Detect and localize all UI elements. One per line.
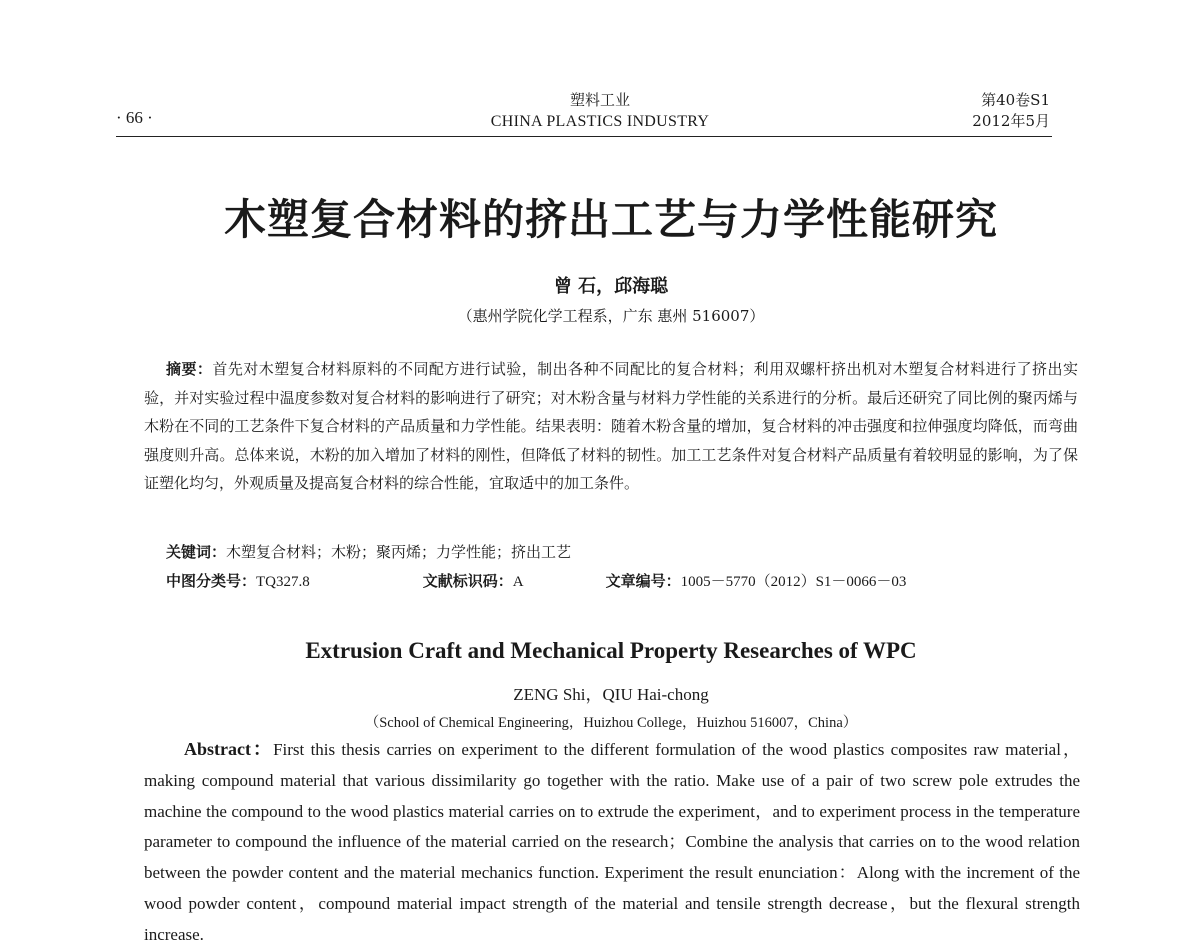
keywords-cn <box>166 541 1066 562</box>
affiliation-en: （School of Chemical Engineering，Huizhou College，Huizhou 516007，China） <box>364 715 858 731</box>
abstract-text-cn: 首先对木塑复合材料原料的不同配方进行试验，制出各种不同配比的复合材料；利用双螺杆挤出机对木塑复合材料进行了挤出实验，并对实验过程中温度参数对复合材料的影响进行了研究；对木粉含量与材料力学性能的关系进行的分析。最后还研究了同比例的聚丙烯与木粉在不同的工艺条件下复合材料的产品质量和力学性能。结果表明：随着木粉含量的增加，复合材料的冲击强度和拉伸强度均降低，而弯曲强度则升高。总体来说，木粉的加入增加了材料的刚性，但降低了材料的韧性。加工工艺条件对复合材料产品质量有着较明显的影响，为了保证塑化均匀，外观质量及提高复合材料的综合性能，宜取适中的加工条件。 <box>144 360 1078 493</box>
abstract-label-en: Abstract： <box>184 739 274 759</box>
keywords-label-cn: 关键词： <box>166 543 227 561</box>
page-number: · 66 · <box>116 108 153 127</box>
journal-name-cn: 塑料工业 <box>569 91 630 109</box>
doc-code-value: A <box>512 574 524 590</box>
doc-code-label: 文献标识码： <box>422 572 513 590</box>
issue-info <box>900 90 1050 132</box>
clc-field <box>166 570 418 591</box>
clc-value: TQ327.8 <box>256 574 310 590</box>
abstract-label-cn: 摘要： <box>166 360 213 378</box>
abstract-en <box>144 734 1080 951</box>
journal-name-en: CHINA PLASTICS INDUSTRY <box>490 113 710 130</box>
volume-label: 第40卷S1 <box>981 91 1050 109</box>
keywords-text-cn: 木塑复合材料；木粉；聚丙烯；力学性能；挤出工艺 <box>226 543 572 561</box>
authors-cn: 曾 石，邱海聪 <box>553 276 669 297</box>
classification-line <box>166 570 1096 591</box>
journal-name <box>430 90 770 132</box>
affiliation-cn: （惠州学院化学工程系，广东 惠州 516007） <box>457 307 765 325</box>
abstract-cn <box>144 355 1078 498</box>
doc-code-field <box>423 570 601 591</box>
article-no-field <box>606 570 907 591</box>
article-no-value: 1005－5770（2012）S1－0066－03 <box>680 574 907 590</box>
clc-label: 中图分类号： <box>166 572 257 590</box>
article-title-cn: 木塑复合材料的挤出工艺与力学性能研究 <box>223 195 998 244</box>
authors-en: ZENG Shi，QIU Hai-chong <box>513 685 709 704</box>
abstract-text-en: First this thesis carries on experiment to the different formulation of the wood plastics composites raw material，making compound material that various dissimilarity go together with the ratio. Make use of a pair of two screw pole extrudes the machine the compound to the wood plastics material carries on to extrude the experiment，and to experiment process in the temperature parameter to compound the influence of the material carried on the research；Combine the analysis that carries on to the wood relation between the powder content and the material mechanics function. Experiment the result enunciation：Along with the increment of the wood powder content，compound material impact strength of the material and tensile strength decrease，but the flexural strength increase. <box>144 740 1081 944</box>
header-divider <box>116 136 1052 137</box>
issue-date: 2012年5月 <box>972 112 1050 130</box>
article-no-label: 文章编号： <box>605 572 681 590</box>
article-title-en: Extrusion Craft and Mechanical Property Researches of WPC <box>305 638 917 663</box>
